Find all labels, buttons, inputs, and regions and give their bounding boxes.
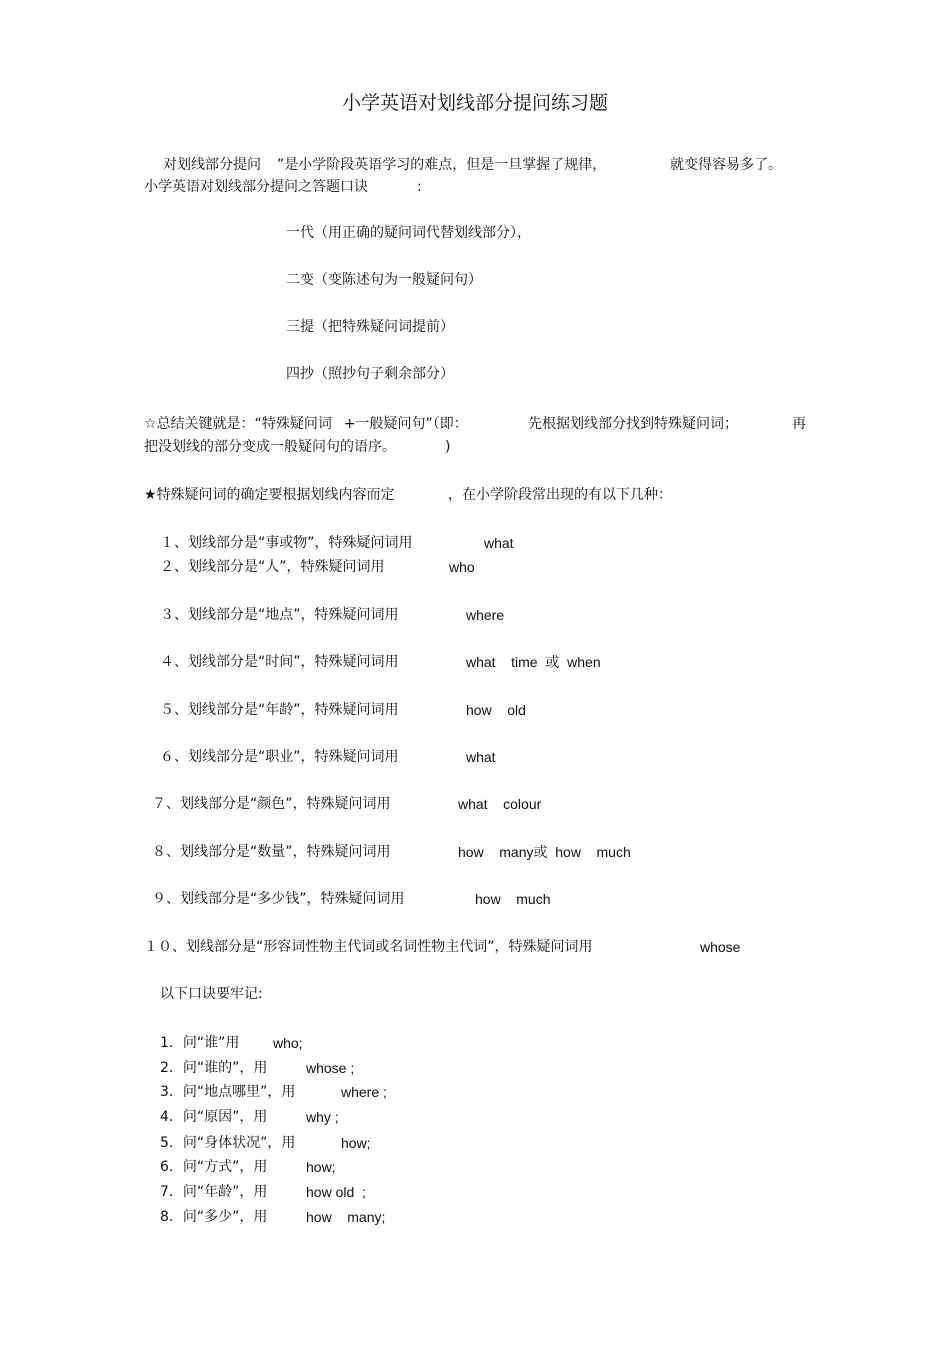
mnemonic-word: who; — [273, 1035, 303, 1051]
mnemonic-word: how; — [306, 1159, 336, 1175]
case-label: ４、划线部分是“时间”，特殊疑问词用 — [160, 654, 399, 670]
case-label: １、划线部分是“事或物”，特殊疑问词用 — [160, 535, 413, 551]
case-label: １０、划线部分是“形容词性物主代词或名词性物主代词”，特殊疑问词用 — [144, 939, 593, 955]
summary-c: 先根据划线部分找到特殊疑问词； — [528, 416, 738, 432]
summary-a: 总结关键就是：“特殊疑问词 — [156, 416, 332, 432]
intro-part-b: ”是小学阶段英语学习的难点，但是一旦掌握了规律， — [277, 157, 607, 173]
intro-line1 — [163, 156, 606, 174]
rhyme-4: 四抄（照抄句子剩余部分） — [286, 366, 454, 382]
white-star-icon: ☆ — [144, 416, 157, 432]
case-label: ３、划线部分是“地点”，特殊疑问词用 — [160, 607, 399, 623]
case-label: ７、划线部分是“颜色”，特殊疑问词用 — [152, 796, 391, 812]
case-words: how old — [466, 702, 526, 718]
mnemonic-word: how old ; — [306, 1184, 366, 1200]
case-words: whose — [700, 939, 741, 955]
mnemonic-word: how; — [341, 1135, 371, 1151]
mnemonic-word: whose ; — [306, 1060, 355, 1076]
intro-part-c: 就变得容易多了。 — [670, 157, 782, 173]
case-words: who — [449, 559, 475, 575]
rhyme-1: 一代（用正确的疑问词代替划线部分）， — [286, 225, 531, 241]
black-star-icon: ★ — [144, 487, 157, 503]
case-words: what — [466, 749, 496, 765]
mnemonic-label: 5．问“身体状况”，用 — [160, 1135, 296, 1151]
mnemonic-label: 4．问“原因”，用 — [160, 1109, 268, 1125]
case-words: how much — [475, 891, 551, 907]
rhyme-2: 二变（变陈述句为一般疑问句） — [286, 272, 482, 288]
mnemonic-word: how many; — [306, 1209, 386, 1225]
mnemonic-word: where ; — [341, 1084, 387, 1100]
case-label: ８、划线部分是“数量”，特殊疑问词用 — [152, 844, 391, 860]
case-words: where — [466, 607, 505, 623]
rule-b: ，在小学阶段常出现的有以下几种： — [448, 487, 672, 503]
case-words: how many或 how much — [458, 844, 631, 860]
summary-d: 再 — [792, 416, 806, 432]
mnemonic-word: why ; — [306, 1109, 339, 1125]
rhyme-3: 三提（把特殊疑问词提前） — [286, 319, 454, 335]
case-label: ６、划线部分是“职业”，特殊疑问词用 — [160, 749, 399, 765]
summary-line1 — [144, 415, 468, 433]
mnemonic-label: 2．问“谁的”，用 — [160, 1060, 268, 1076]
summary-b: +一般疑问句”（即： — [343, 416, 468, 432]
intro-line2-a: 小学英语对划线部分提问之答题口诀 — [144, 179, 368, 195]
case-label: ２、划线部分是“人”，特殊疑问词用 — [160, 559, 385, 575]
summary-line2-a: 把没划线的部分变成一般疑问句的语序。 — [144, 439, 396, 455]
case-words: what time 或 when — [466, 654, 601, 670]
page-title: 小学英语对划线部分提问练习题 — [341, 92, 608, 114]
rule-line — [144, 486, 395, 504]
case-words: what — [484, 535, 514, 551]
mnemonic-heading: 以下口诀要牢记: — [160, 986, 263, 1002]
intro-part-a: 对划线部分提问 — [163, 157, 261, 173]
intro-line2-b: : — [417, 179, 422, 195]
case-label: ９、划线部分是“多少钱”，特殊疑问词用 — [152, 891, 405, 907]
mnemonic-label: 8．问“多少”，用 — [160, 1209, 268, 1225]
rule-a: 特殊疑问词的确定要根据划线内容而定 — [156, 487, 395, 503]
mnemonic-label: 7．问“年龄”，用 — [160, 1184, 268, 1200]
mnemonic-label: 3．问“地点哪里”，用 — [160, 1084, 296, 1100]
case-words: what colour — [458, 796, 542, 812]
mnemonic-label: 6．问“方式”，用 — [160, 1159, 268, 1175]
mnemonic-label: 1．问“谁”用 — [160, 1035, 240, 1051]
case-label: ５、划线部分是“年龄”，特殊疑问词用 — [160, 702, 399, 718]
summary-line2-b: ) — [445, 439, 451, 455]
